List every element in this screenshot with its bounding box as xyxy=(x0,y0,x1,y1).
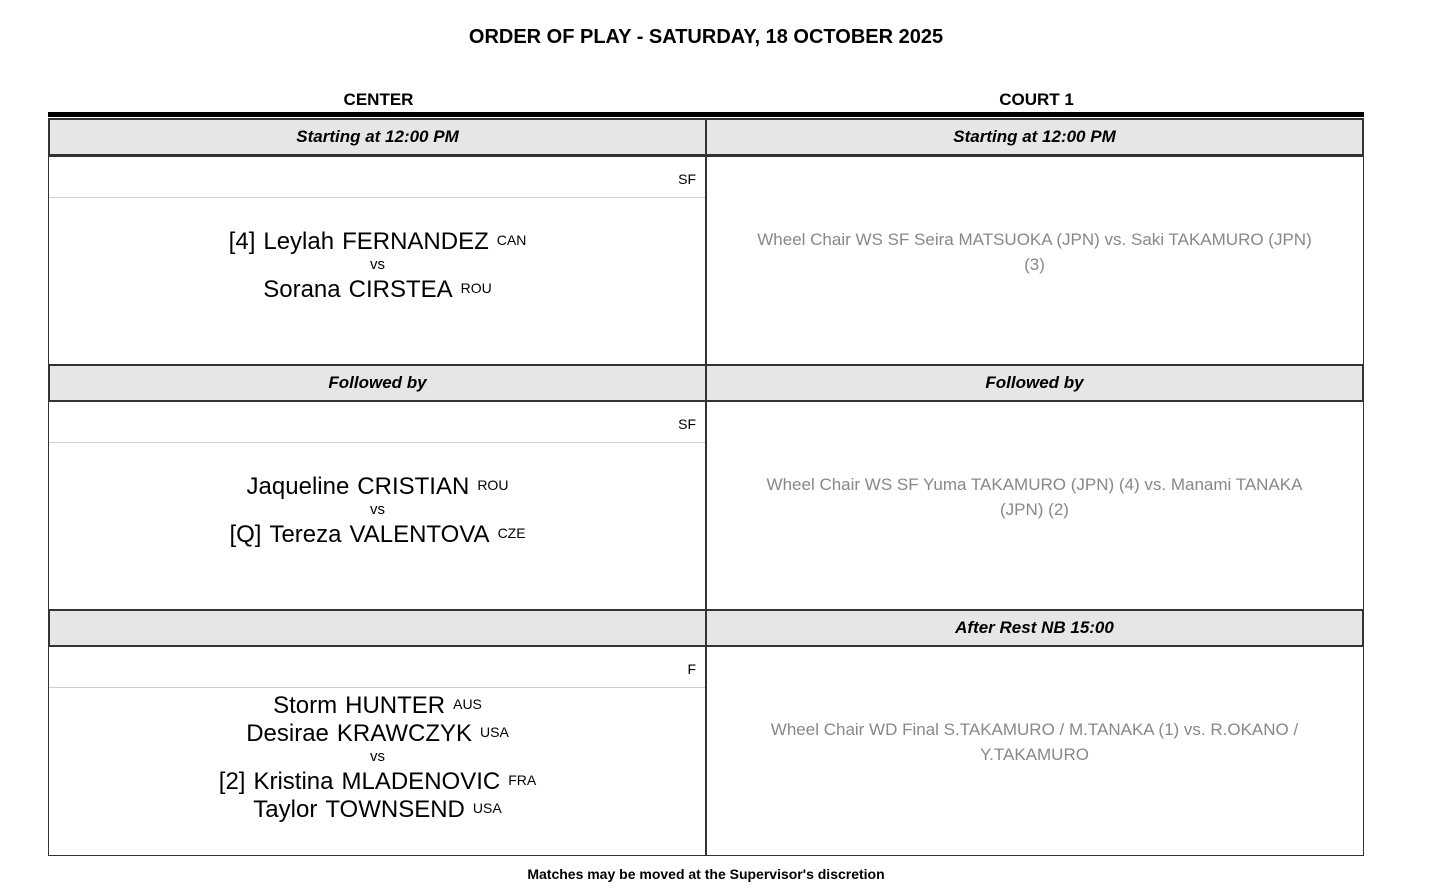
court1-slot-1-band xyxy=(705,118,1364,156)
center-slot-3-band xyxy=(48,609,707,647)
player-line xyxy=(49,691,706,719)
vs-label: vs xyxy=(370,501,385,518)
round-label: F xyxy=(687,661,696,677)
player-first-name: Storm xyxy=(273,692,338,719)
footer-note: Matches may be moved at the Supervisor's discretion xyxy=(527,866,885,882)
center-slot-2-band xyxy=(48,364,707,402)
player-line xyxy=(49,795,706,823)
player-line xyxy=(49,227,706,255)
player-line xyxy=(49,719,706,747)
band-label: Followed by xyxy=(328,373,427,392)
court1-slot-2-band xyxy=(705,364,1364,402)
band-label: After Rest NB 15:00 xyxy=(955,618,1114,637)
player-line xyxy=(49,472,706,500)
player-first-name: Jaqueline xyxy=(246,473,350,500)
round-label: SF xyxy=(678,416,696,432)
player-first-name: Leylah xyxy=(263,228,335,255)
player-country: ROU xyxy=(460,280,492,296)
court-header-center: CENTER xyxy=(343,90,414,109)
player-last-name: TOWNSEND xyxy=(325,796,465,823)
player-line xyxy=(49,520,706,548)
vs-label: vs xyxy=(370,256,385,273)
header-divider xyxy=(48,112,1364,117)
center-match-2 xyxy=(48,401,707,610)
wheelchair-match-text: Wheel Chair WS SF Seira MATSUOKA (JPN) vs. Saki TAKAMURO (JPN) (3) xyxy=(757,230,1312,274)
court1-slot-3-band xyxy=(705,609,1364,647)
player-last-name: FERNANDEZ xyxy=(342,228,489,255)
court1-match-3 xyxy=(705,646,1364,856)
band-label: Followed by xyxy=(985,373,1084,392)
player-first-name: Sorana xyxy=(263,276,341,303)
page-title: ORDER OF PLAY - SATURDAY, 18 OCTOBER 2025 xyxy=(468,26,944,48)
player-first-name: Tereza xyxy=(269,521,342,548)
player-last-name: CRISTIAN xyxy=(357,473,470,500)
player-country: CAN xyxy=(496,232,527,248)
round-label: SF xyxy=(678,171,696,187)
player-country: AUS xyxy=(453,696,482,712)
player-last-name: HUNTER xyxy=(345,692,446,719)
center-match-3 xyxy=(48,646,707,856)
court-header-court-1: COURT 1 xyxy=(999,90,1074,109)
band-label: Starting at 12:00 PM xyxy=(296,127,459,146)
vs-label: vs xyxy=(370,748,385,765)
player-last-name: VALENTOVA xyxy=(349,521,490,548)
match-players xyxy=(49,472,706,548)
column-divider xyxy=(705,118,707,856)
match-players xyxy=(49,691,706,823)
player-seed: [2] xyxy=(218,768,246,795)
player-seed: [4] xyxy=(228,228,256,255)
player-line xyxy=(49,767,706,795)
round-row xyxy=(49,402,706,443)
player-seed: [Q] xyxy=(229,521,262,548)
player-first-name: Kristina xyxy=(253,768,334,795)
court1-match-2 xyxy=(705,401,1364,610)
player-country: USA xyxy=(480,724,509,740)
player-line xyxy=(49,275,706,303)
player-last-name: KRAWCZYK xyxy=(336,720,473,747)
player-first-name: Desirae xyxy=(246,720,329,747)
player-country: FRA xyxy=(508,772,537,788)
band-label: Starting at 12:00 PM xyxy=(953,127,1116,146)
round-row xyxy=(49,157,706,198)
player-last-name: MLADENOVIC xyxy=(341,768,501,795)
wheelchair-match-text: Wheel Chair WD Final S.TAKAMURO / M.TANAKA (1) vs. R.OKANO / Y.TAKAMURO xyxy=(770,720,1299,764)
center-match-1 xyxy=(48,156,707,365)
court1-match-1 xyxy=(705,156,1364,365)
center-slot-1-band xyxy=(48,118,707,156)
match-players xyxy=(49,227,706,303)
player-country: CZE xyxy=(497,525,526,541)
wheelchair-match-text: Wheel Chair WS SF Yuma TAKAMURO (JPN) (4) vs. Manami TANAKA (JPN) (2) xyxy=(766,475,1303,519)
player-country: ROU xyxy=(477,477,509,493)
player-country: USA xyxy=(472,800,502,816)
player-last-name: CIRSTEA xyxy=(348,276,453,303)
player-first-name: Taylor xyxy=(253,796,318,823)
round-row xyxy=(49,647,706,688)
